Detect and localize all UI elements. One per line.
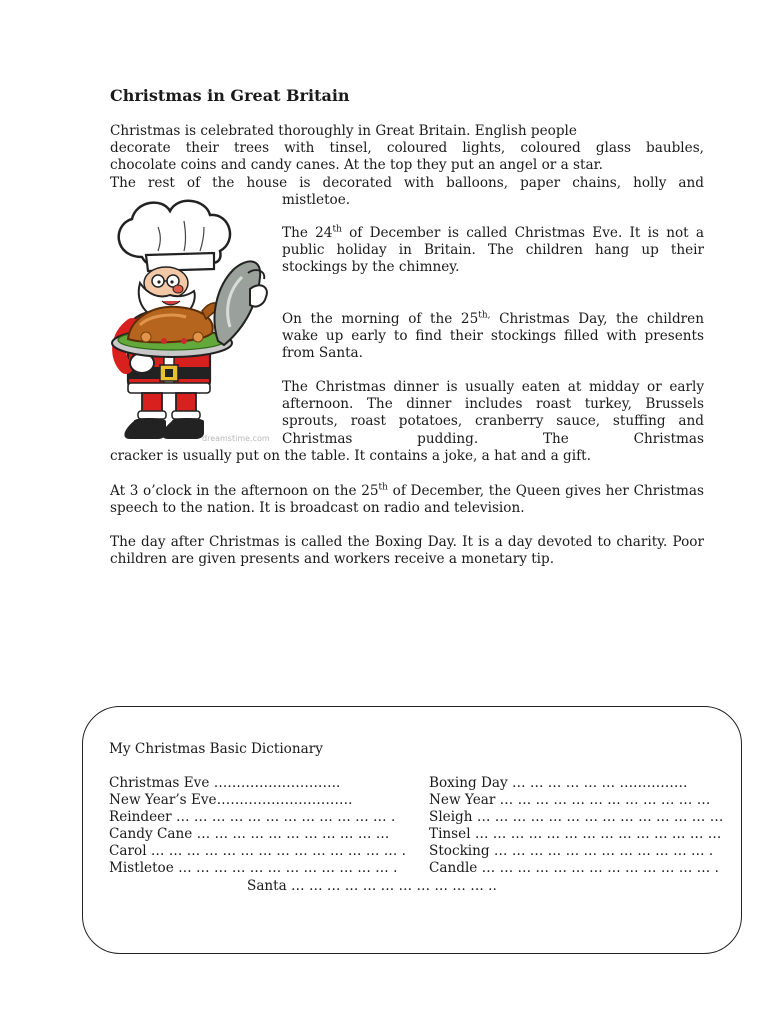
paragraph-christmas-day [282,311,704,363]
intro-line-3: chocolate coins and candy canes. At the top they put an angel or a star. [110,157,603,174]
dictionary-entry: Candy Cane … … … … … … … … … … … [109,826,390,842]
chef-hat-icon [119,201,230,271]
dictionary-title: My Christmas Basic Dictionary [109,741,323,757]
christmas-eve-text-a: The 24 [282,225,333,241]
christmas-day-text-a: On the morning of the 25 [282,311,479,327]
watermark-text: dreamstime.com [202,434,270,443]
dictionary-entry: New Year’s Eve………………………… [109,792,353,808]
queen-speech-text-a: At 3 o’clock in the afternoon on the 25 [110,483,379,499]
roast-turkey-icon [112,301,232,357]
paragraph-queen-speech [110,483,704,517]
christmas-day-text-b: Christmas Day, the children wake up early to find their stockings filled with presents from Santa. [282,311,704,362]
christmas-eve-text-b: of December is called Christmas Eve. It is not a public holiday in Britain. The children hang up their stockings by the chimney. [282,225,704,276]
paragraph-christmas-eve [282,225,704,277]
dictionary-entry: Candle … … … … … … … … … … … … … . [429,860,719,876]
intro-line-5: mistletoe. [282,191,351,208]
dictionary-entry: New Year … … … … … … … … … … … … [429,792,711,808]
dictionary-entry: Boxing Day … … … … … … …………… [429,775,688,791]
dictionary-entry: Christmas Eve ………………………. [109,775,341,791]
paragraph-boxing-day: The day after Christmas is called the Boxing Day. It is a day devoted to charity. Poor children are given presents and workers receive a monetary tip. [110,534,704,568]
christmas-eve-sup: th [332,224,342,235]
page-title: Christmas in Great Britain [110,86,350,105]
queen-speech-sup: th [378,482,388,493]
intro-line-1: Christmas is celebrated thoroughly in Great Britain. English people [110,123,577,139]
intro-line-4: The rest of the house is decorated with balloons, paper chains, holly and [110,174,704,191]
santa-chef-illustration [106,197,274,447]
dictionary-entry: Carol … … … … … … … … … … … … … … . [109,843,406,859]
intro-line-2: decorate their trees with tinsel, coloured lights, coloured glass baubles, [110,140,704,157]
dictionary-entry-santa: Santa … … … … … … … … … … … .. [247,878,497,894]
dictionary-entry: Stocking … … … … … … … … … … … … . [429,843,714,859]
dictionary-entry: Mistletoe … … … … … … … … … … … … . [109,860,398,876]
dictionary-entry: Reindeer … … … … … … … … … … … … . [109,809,396,825]
dictionary-entry: Tinsel … … … … … … … … … … … … … … [429,826,722,842]
paragraph-christmas-dinner-end: cracker is usually put on the table. It contains a joke, a hat and a gift. [110,448,591,464]
dictionary-entry: Sleigh … … … … … … … … … … … … … … [429,809,724,825]
christmas-day-sup: th, [478,310,491,321]
paragraph-christmas-dinner: The Christmas dinner is usually eaten at midday or early afternoon. The dinner includes roast turkey, Brussels sprouts, roast potatoes, cranberry sauce, stuffing and Christmas pudding. The Christmas [282,379,704,447]
queen-speech-text-b: of December, the Queen gives her Christmas speech to the nation. It is broadcast on radio and television. [110,483,704,517]
